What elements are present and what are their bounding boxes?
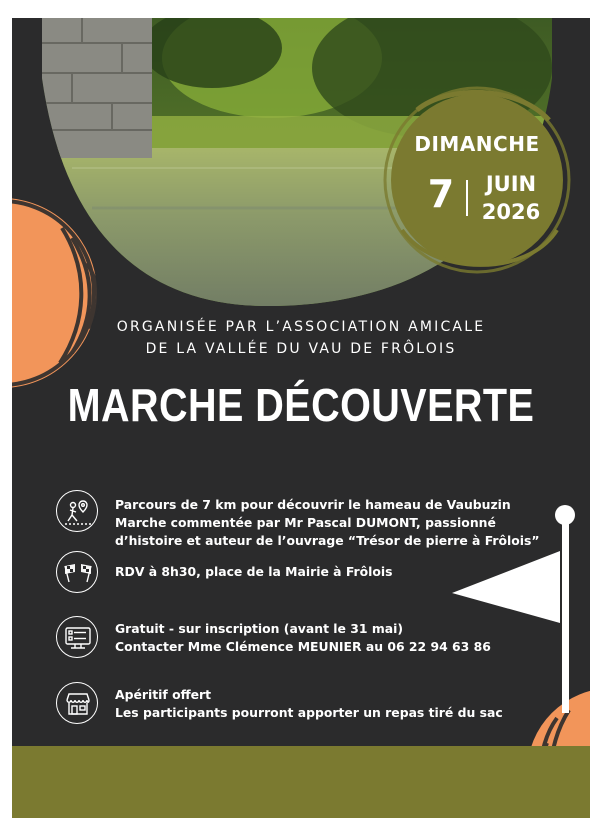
olive-footer-band [12, 746, 590, 818]
detail-aperitif-line-1: Apéritif offert [115, 687, 212, 702]
detail-route-line-2: Marche commentée par Mr Pascal DUMONT, passionné [115, 515, 496, 530]
day-number: 7 [427, 172, 455, 216]
checkered-flags-icon [56, 551, 98, 593]
detail-registration-line-2: Contacter Mme Clémence MEUNIER au 06 22 94 63 86 [115, 639, 491, 654]
event-date [377, 80, 577, 280]
event-title: MARCHE DÉCOUVERTE [67, 379, 535, 431]
month: JUIN [485, 172, 537, 196]
hiker-map-pin-icon [56, 490, 98, 532]
organizer-line-2: DE LA VALLÉE DU VAU DE FRÔLOIS [145, 341, 457, 357]
detail-route-line-1: Parcours de 7 km pour découvrir le hameau de Vaubuzin [115, 497, 511, 512]
event-poster [12, 18, 590, 818]
detail-registration-line-1: Gratuit - sur inscription (avant le 31 mai) [115, 621, 404, 636]
registration-form-icon [56, 616, 98, 658]
detail-meeting-line-1: RDV à 8h30, place de la Mairie à Frôlois [115, 564, 393, 579]
date-divider [466, 180, 468, 216]
organizer-subtitle [12, 316, 590, 360]
detail-route-line-3: d’histoire et auteur de l’ouvrage “Trésor de pierre à Frôlois” [115, 533, 540, 548]
shop-awning-icon [56, 682, 98, 724]
day-name: DIMANCHE [414, 132, 540, 156]
organizer-line-1: ORGANISÉE PAR L’ASSOCIATION AMICALE [116, 319, 486, 335]
year: 2026 [481, 200, 541, 224]
detail-aperitif-line-2: Les participants pourront apporter un repas tiré du sac [115, 705, 503, 720]
